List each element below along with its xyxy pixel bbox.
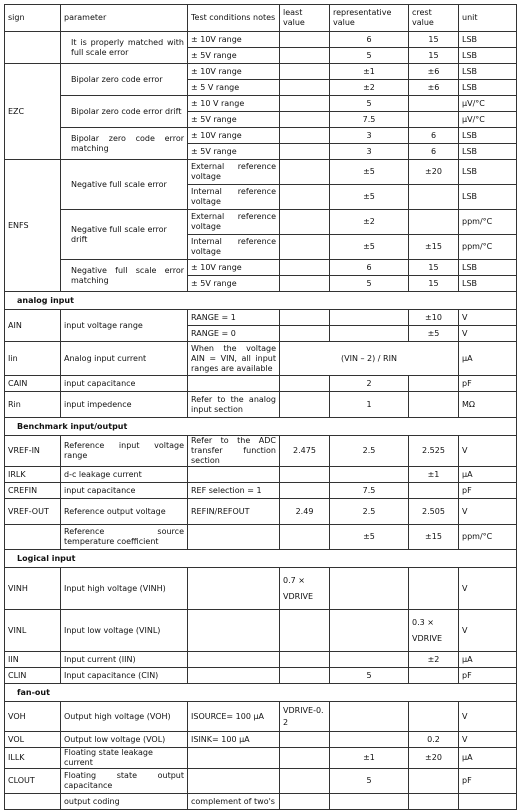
max-cell: ±6	[409, 80, 459, 96]
unit-cell: V	[459, 732, 517, 748]
typ-cell: 5	[330, 276, 409, 292]
param-cell: d-c leakage current	[61, 467, 188, 483]
unit-cell: pF	[459, 483, 517, 499]
table-row	[5, 769, 517, 794]
typ-cell: 2	[330, 376, 409, 392]
cond-cell: Refer to the ADC transfer function section	[188, 436, 280, 467]
table-row	[5, 525, 517, 550]
least-cell	[280, 80, 330, 96]
param-cell: Output high voltage (VOH)	[61, 702, 188, 732]
param-cell: Negative full scale error matching	[61, 260, 188, 292]
sign-cell: Rin	[5, 392, 61, 418]
typ-cell: 5	[330, 668, 409, 684]
sign-cell: CLOUT	[5, 769, 61, 794]
param-cell: Floating state output capacitance	[61, 769, 188, 794]
max-cell	[409, 185, 459, 210]
cond-cell	[188, 748, 280, 769]
param-cell: Floating state leakage current	[61, 748, 188, 769]
least-cell	[280, 235, 330, 260]
max-cell: ±6	[409, 64, 459, 80]
formula-cell: (VIN – 2) / RIN	[280, 342, 459, 376]
least-cell	[280, 96, 330, 112]
typ-cell: ±5	[330, 235, 409, 260]
cond-cell	[188, 652, 280, 668]
section-row	[5, 684, 517, 702]
max-cell: ±5	[409, 326, 459, 342]
cond-cell: REF selection = 1	[188, 483, 280, 499]
typ-cell: 5	[330, 96, 409, 112]
unit-cell: LSB	[459, 260, 517, 276]
unit-cell: pF	[459, 376, 517, 392]
table-row	[5, 376, 517, 392]
sign-cell: VREF-IN	[5, 436, 61, 467]
unit-cell: μA	[459, 342, 517, 376]
cond-cell	[188, 568, 280, 610]
cond-cell: ± 10V range	[188, 64, 280, 80]
least-cell	[280, 160, 330, 185]
max-cell: ±20	[409, 748, 459, 769]
typ-cell	[330, 652, 409, 668]
table-row	[5, 310, 517, 326]
least-cell	[280, 794, 330, 810]
unit-cell: MΩ	[459, 392, 517, 418]
typ-cell: 3	[330, 128, 409, 144]
max-cell: ±2	[409, 652, 459, 668]
param-cell: input voltage range	[61, 310, 188, 342]
unit-cell: ppm/°C	[459, 525, 517, 550]
param-cell: input impedence	[61, 392, 188, 418]
max-cell: 15	[409, 48, 459, 64]
typ-cell: ±1	[330, 748, 409, 769]
typ-cell	[330, 467, 409, 483]
unit-cell: μA	[459, 467, 517, 483]
unit-cell: LSB	[459, 160, 517, 185]
least-cell	[280, 326, 330, 342]
unit-cell: pF	[459, 668, 517, 684]
least-cell	[280, 652, 330, 668]
max-cell: 2.525	[409, 436, 459, 467]
table-row	[5, 668, 517, 684]
cond-cell	[188, 769, 280, 794]
typ-cell: 7.5	[330, 483, 409, 499]
cond-cell	[188, 668, 280, 684]
max-cell: 0.2	[409, 732, 459, 748]
cond-cell: When the voltage AIN = VIN, all input ranges are available	[188, 342, 280, 376]
unit-cell: V	[459, 499, 517, 525]
cond-cell: RANGE = 1	[188, 310, 280, 326]
least-cell	[280, 260, 330, 276]
least-cell	[280, 376, 330, 392]
col-header-sign: sign	[5, 5, 61, 32]
typ-cell: ±2	[330, 210, 409, 235]
section-fan-out: fan-out	[5, 684, 517, 702]
sign-cell: ILLK	[5, 748, 61, 769]
least-cell	[280, 525, 330, 550]
col-header-parameter: parameter	[61, 5, 188, 32]
typ-cell: 7.5	[330, 112, 409, 128]
least-cell	[280, 210, 330, 235]
table-row	[5, 32, 517, 48]
max-cell	[409, 96, 459, 112]
typ-cell: ±2	[330, 80, 409, 96]
cond-cell: External reference voltage	[188, 210, 280, 235]
max-cell: 2.505	[409, 499, 459, 525]
least-cell	[280, 32, 330, 48]
max-cell: 0.3 × VDRIVE	[409, 610, 459, 652]
least-cell	[280, 392, 330, 418]
least-cell	[280, 276, 330, 292]
param-cell: Reference source temperature coefficient	[61, 525, 188, 550]
typ-cell: ±5	[330, 185, 409, 210]
least-cell	[280, 668, 330, 684]
cond-cell: ± 10V range	[188, 260, 280, 276]
param-cell: Negative full scale error drift	[61, 210, 188, 260]
cond-cell: ± 5V range	[188, 276, 280, 292]
max-cell: ±1	[409, 467, 459, 483]
typ-cell: ±5	[330, 160, 409, 185]
table-row	[5, 96, 517, 112]
param-cell: It is properly matched with full scale error	[61, 32, 188, 64]
table-row	[5, 210, 517, 235]
max-cell	[409, 702, 459, 732]
sign-cell: CREFIN	[5, 483, 61, 499]
cond-cell: ISOURCE= 100 μA	[188, 702, 280, 732]
least-cell	[280, 64, 330, 80]
table-row	[5, 342, 517, 376]
sign-cell: CLIN	[5, 668, 61, 684]
sign-cell: VOL	[5, 732, 61, 748]
sign-cell: VINL	[5, 610, 61, 652]
col-header-test-conditions: Test conditions notes	[188, 5, 280, 32]
cond-cell: REFIN/REFOUT	[188, 499, 280, 525]
unit-cell: μA	[459, 748, 517, 769]
least-cell: VDRIVE-0.2	[280, 702, 330, 732]
param-cell: Bipolar zero code error drift	[61, 96, 188, 128]
param-cell: Input high voltage (VINH)	[61, 568, 188, 610]
unit-cell: LSB	[459, 144, 517, 160]
max-cell: 6	[409, 128, 459, 144]
col-header-unit: unit	[459, 5, 517, 32]
cond-cell: ± 5V range	[188, 112, 280, 128]
typ-cell: ±5	[330, 525, 409, 550]
param-cell: output coding	[61, 794, 188, 810]
table-row	[5, 64, 517, 80]
unit-cell: LSB	[459, 48, 517, 64]
section-logical-input: Logical input	[5, 550, 517, 568]
cond-cell: RANGE = 0	[188, 326, 280, 342]
max-cell	[409, 210, 459, 235]
table-row	[5, 436, 517, 467]
param-cell: Output low voltage (VOL)	[61, 732, 188, 748]
cond-cell: Refer to the analog input section	[188, 392, 280, 418]
col-header-crest: crest value	[409, 5, 459, 32]
param-cell: Input current (IIN)	[61, 652, 188, 668]
typ-cell: ±1	[330, 64, 409, 80]
least-cell	[280, 610, 330, 652]
unit-cell: LSB	[459, 32, 517, 48]
table-row	[5, 748, 517, 769]
cond-cell: ± 5V range	[188, 48, 280, 64]
section-row	[5, 418, 517, 436]
sign-cell: IIN	[5, 652, 61, 668]
max-cell	[409, 668, 459, 684]
table-row	[5, 128, 517, 144]
cond-cell: ± 5 V range	[188, 80, 280, 96]
spec-table	[4, 4, 517, 810]
typ-cell: 6	[330, 32, 409, 48]
cond-cell	[188, 376, 280, 392]
least-cell	[280, 732, 330, 748]
least-cell	[280, 748, 330, 769]
typ-cell: 6	[330, 260, 409, 276]
section-benchmark: Benchmark input/output	[5, 418, 517, 436]
cond-cell: External reference voltage	[188, 160, 280, 185]
unit-cell: LSB	[459, 64, 517, 80]
max-cell	[409, 112, 459, 128]
max-cell: 15	[409, 260, 459, 276]
least-cell: 0.7 × VDRIVE	[280, 568, 330, 610]
sign-cell	[5, 525, 61, 550]
least-cell: 2.49	[280, 499, 330, 525]
unit-cell: V	[459, 326, 517, 342]
unit-cell: V	[459, 702, 517, 732]
section-row	[5, 292, 517, 310]
typ-cell	[330, 732, 409, 748]
max-cell	[409, 769, 459, 794]
max-cell: ±15	[409, 235, 459, 260]
typ-cell	[330, 610, 409, 652]
unit-cell: pF	[459, 769, 517, 794]
sign-cell: VREF-OUT	[5, 499, 61, 525]
max-cell	[409, 392, 459, 418]
table-row	[5, 794, 517, 810]
unit-cell: LSB	[459, 276, 517, 292]
sign-cell: IRLK	[5, 467, 61, 483]
typ-cell: 1	[330, 392, 409, 418]
least-cell	[280, 483, 330, 499]
typ-cell	[330, 702, 409, 732]
param-cell: Negative full scale error	[61, 160, 188, 210]
unit-cell: V	[459, 568, 517, 610]
cond-cell: complement of two's	[188, 794, 280, 810]
unit-cell: LSB	[459, 128, 517, 144]
header-row	[5, 5, 517, 32]
unit-cell: V	[459, 610, 517, 652]
table-row	[5, 467, 517, 483]
table-row	[5, 702, 517, 732]
cond-cell: Internal reference voltage	[188, 235, 280, 260]
param-cell: Input low voltage (VINL)	[61, 610, 188, 652]
col-header-representative: representative value	[330, 5, 409, 32]
cond-cell: ISINK= 100 μA	[188, 732, 280, 748]
sign-cell: VINH	[5, 568, 61, 610]
typ-cell	[330, 568, 409, 610]
typ-cell	[330, 310, 409, 326]
max-cell	[409, 483, 459, 499]
typ-cell: 2.5	[330, 436, 409, 467]
param-cell: Bipolar zero code error	[61, 64, 188, 96]
sign-cell	[5, 794, 61, 810]
least-cell: 2.475	[280, 436, 330, 467]
sign-cell: Iin	[5, 342, 61, 376]
max-cell	[409, 794, 459, 810]
table-row	[5, 652, 517, 668]
max-cell: 6	[409, 144, 459, 160]
unit-cell: μV/°C	[459, 112, 517, 128]
table-row	[5, 732, 517, 748]
least-cell	[280, 128, 330, 144]
param-cell: Bipolar zero code error matching	[61, 128, 188, 160]
typ-cell: 5	[330, 48, 409, 64]
unit-cell: μV/°C	[459, 96, 517, 112]
cond-cell: ± 10V range	[188, 32, 280, 48]
least-cell	[280, 112, 330, 128]
sign-cell: VOH	[5, 702, 61, 732]
max-cell	[409, 376, 459, 392]
max-cell: ±20	[409, 160, 459, 185]
sign-cell	[5, 32, 61, 64]
typ-cell	[330, 794, 409, 810]
param-cell: Input capacitance (CIN)	[61, 668, 188, 684]
table-row	[5, 160, 517, 185]
param-cell: input capacitance	[61, 483, 188, 499]
sign-cell: EZC	[5, 64, 61, 160]
typ-cell	[330, 326, 409, 342]
cond-cell: ± 10 V range	[188, 96, 280, 112]
sign-cell: AIN	[5, 310, 61, 342]
typ-cell: 2.5	[330, 499, 409, 525]
table-row	[5, 568, 517, 610]
least-cell	[280, 769, 330, 794]
cond-cell: ± 10V range	[188, 128, 280, 144]
least-cell	[280, 467, 330, 483]
unit-cell: LSB	[459, 185, 517, 210]
section-analog-input: analog input	[5, 292, 517, 310]
sign-cell: CAIN	[5, 376, 61, 392]
sign-cell: ENFS	[5, 160, 61, 292]
unit-cell: V	[459, 436, 517, 467]
unit-cell	[459, 794, 517, 810]
col-header-least: least value	[280, 5, 330, 32]
max-cell: ±15	[409, 525, 459, 550]
unit-cell: μA	[459, 652, 517, 668]
cond-cell	[188, 610, 280, 652]
least-cell	[280, 185, 330, 210]
param-cell: Analog input current	[61, 342, 188, 376]
typ-cell: 5	[330, 769, 409, 794]
section-row	[5, 550, 517, 568]
table-row	[5, 483, 517, 499]
param-cell: Reference output voltage	[61, 499, 188, 525]
unit-cell: V	[459, 310, 517, 326]
cond-cell	[188, 467, 280, 483]
max-cell: 15	[409, 276, 459, 292]
table-row	[5, 260, 517, 276]
max-cell: ±10	[409, 310, 459, 326]
unit-cell: ppm/°C	[459, 210, 517, 235]
table-row	[5, 392, 517, 418]
least-cell	[280, 310, 330, 326]
typ-cell: 3	[330, 144, 409, 160]
cond-cell	[188, 525, 280, 550]
unit-cell: LSB	[459, 80, 517, 96]
least-cell	[280, 144, 330, 160]
max-cell	[409, 568, 459, 610]
cond-cell: ± 5V range	[188, 144, 280, 160]
max-cell: 15	[409, 32, 459, 48]
table-row	[5, 499, 517, 525]
param-cell: Reference input voltage range	[61, 436, 188, 467]
param-cell: input capacitance	[61, 376, 188, 392]
table-row	[5, 610, 517, 652]
least-cell	[280, 48, 330, 64]
unit-cell: ppm/°C	[459, 235, 517, 260]
cond-cell: Internal reference voltage	[188, 185, 280, 210]
